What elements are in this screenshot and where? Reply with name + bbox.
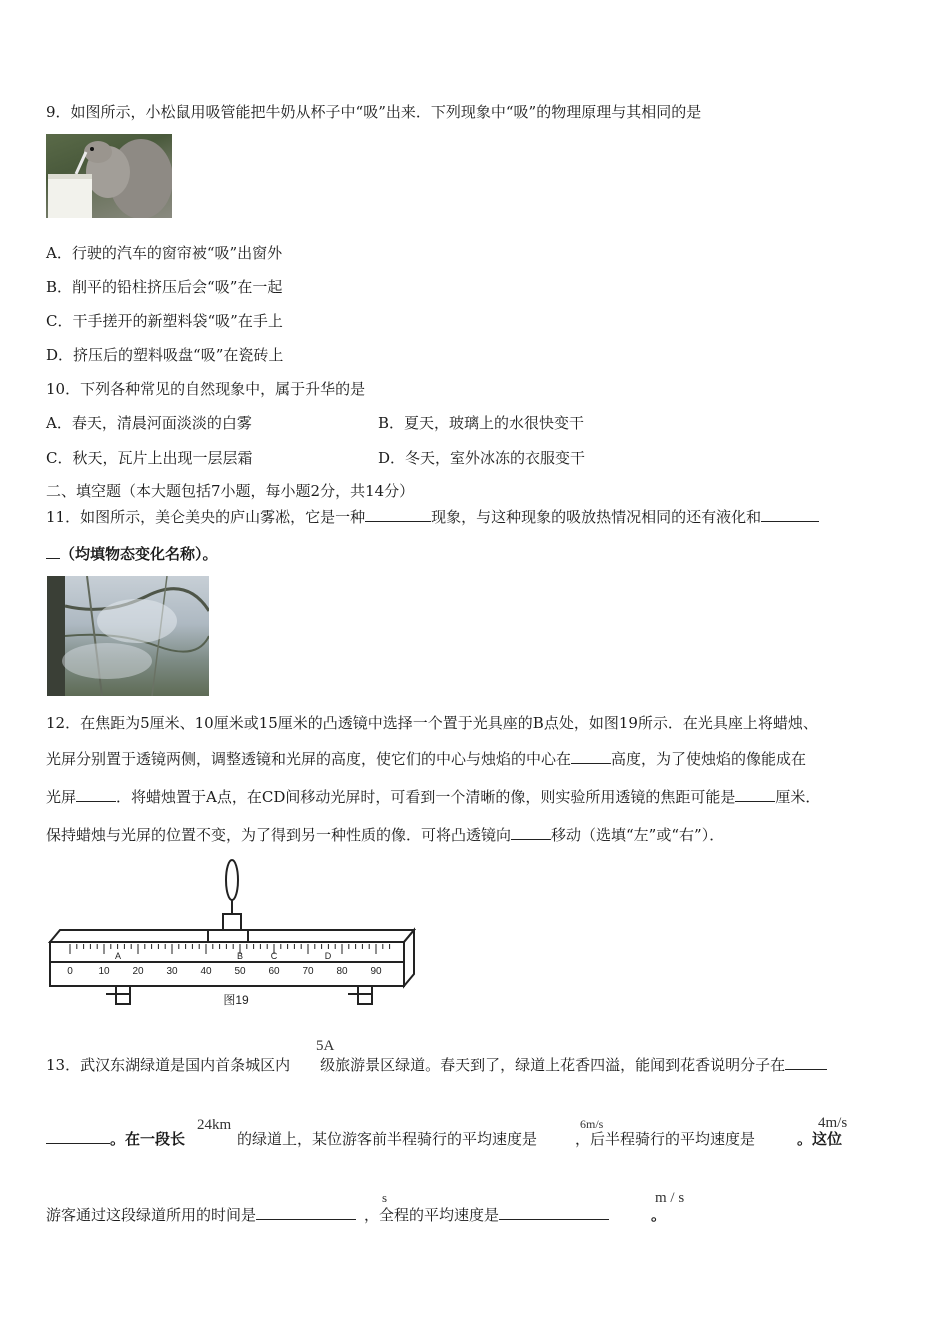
q13-sup-ms: m / s — [655, 1190, 685, 1206]
lens-icon — [226, 860, 238, 900]
q13-blank-3 — [499, 1204, 609, 1220]
scale-label-0: 0 — [67, 966, 73, 977]
q12-text-3c: 厘米． — [775, 788, 821, 806]
scale-label-30: 30 — [166, 966, 178, 977]
q10-option-a: A．春天，清晨河面淡淡的白雾 — [46, 414, 252, 432]
q13-line-1 — [46, 1054, 827, 1076]
q13-sup-4ms: 4m/s — [818, 1115, 848, 1131]
lens-holder — [223, 914, 241, 930]
scale-label-50: 50 — [234, 966, 246, 977]
q11-line-2 — [46, 543, 218, 565]
scale-label-90: 90 — [370, 966, 382, 977]
q11-line-1 — [46, 506, 819, 528]
q12-text-4a: 保持蜡烛与光屏的位置不变，为了得到另一种性质的像．可将凸透镜向 — [46, 826, 512, 844]
q12-line-1: 12．在焦距为5厘米、10厘米或15厘米的凸透镜中选择一个置于光具座的B点处，如图19所示．在光具座上将蜡烛、 — [46, 714, 818, 732]
scale-label-60: 60 — [268, 966, 280, 977]
q13-text-2d: 。这位 — [797, 1130, 843, 1148]
squirrel-image — [46, 134, 172, 218]
q13-sup-24km: 24km — [197, 1117, 232, 1133]
point-label-a: A — [114, 951, 122, 961]
q12-blank-4 — [511, 824, 551, 840]
q13-blank-1b — [46, 1128, 110, 1144]
q13-text-2c: ，后半程骑行的平均速度是 — [575, 1130, 756, 1148]
q11-blank-2b — [46, 543, 60, 559]
q9-option-b: B．削平的铅柱挤压后会“吸”在一起 — [46, 278, 283, 296]
q11-text-2: 现象，与这种现象的吸放热情况相同的还有液化和 — [431, 508, 762, 526]
q12-text-3a: 光屏 — [46, 788, 77, 806]
q12-text-3b: ．将蜡烛置于A点，在CD间移动光屏时，可看到一个清晰的像，则实验所用透镜的焦距可能是 — [116, 788, 736, 806]
q13-text-3c: 。 — [651, 1206, 667, 1224]
q11-blank-2a — [761, 506, 819, 522]
q13-text-1b: 级旅游景区绿道。春天到了，绿道上花香四溢，能闻到花香说明分子在 — [320, 1056, 786, 1074]
section-heading: 二、填空题（本大题包括7小题，每小题2分，共14分） — [46, 482, 415, 500]
optical-bench-figure — [46, 858, 422, 1018]
scale-label-10: 10 — [98, 966, 110, 977]
q12-line-2 — [46, 748, 806, 770]
q12-line-3 — [46, 786, 820, 808]
q12-text-2b: 高度，为了使烛焰的像能成在 — [611, 750, 807, 768]
q11-text-1: 11．如图所示，美仑美央的庐山雾凇，它是一种 — [46, 508, 366, 526]
point-label-c: C — [270, 951, 278, 961]
q12-text-4b: 移动（选填“左”或“右”）． — [551, 826, 725, 844]
q10-stem: 10．下列各种常见的自然现象中，属于升华的是 — [46, 380, 366, 398]
rime-photo — [47, 576, 209, 696]
q12-line-4 — [46, 824, 724, 846]
q13-line-2 — [46, 1128, 842, 1150]
scale-label-20: 20 — [132, 966, 144, 977]
q12-text-2a: 光屏分别置于透镜两侧，调整透镜和光屏的高度，使它们的中心与烛焰的中心在 — [46, 750, 572, 768]
q10-option-d: D．冬天，室外冰冻的衣服变干 — [378, 449, 586, 467]
q11-text-3: （均填物态变化名称）。 — [60, 545, 218, 563]
q12-blank-1 — [571, 748, 611, 764]
scale-label-40: 40 — [200, 966, 212, 977]
q13-text-2a: 。在一段长 — [110, 1130, 186, 1148]
q13-sup-5a: 5A — [316, 1038, 335, 1054]
q13-sup-s: s — [382, 1190, 388, 1205]
q9-option-a: A．行驶的汽车的窗帘被“吸”出窗外 — [46, 244, 283, 262]
q13-text-3b: ，全程的平均速度是 — [364, 1206, 500, 1224]
q13-text-2b: 的绿道上，某位游客前半程骑行的平均速度是 — [237, 1130, 538, 1148]
figure-caption: 图19 — [223, 993, 249, 1007]
q12-blank-3 — [735, 786, 775, 802]
q13-line-3 — [46, 1204, 666, 1226]
q13-text-3a: 游客通过这段绿道所用的时间是 — [46, 1206, 257, 1224]
scale-label-80: 80 — [336, 966, 348, 977]
q13-blank-2 — [256, 1204, 356, 1220]
q9-option-c: C．干手搓开的新塑料袋“吸”在手上 — [46, 312, 283, 330]
scale-label-70: 70 — [302, 966, 314, 977]
q10-option-c: C．秋天，瓦片上出现一层层霜 — [46, 449, 253, 467]
q13-sup-6ms: 6m/s — [580, 1117, 604, 1131]
q10-option-b: B．夏天，玻璃上的水很快变干 — [378, 414, 585, 432]
q9-stem: 9．如图所示，小松鼠用吸管能把牛奶从杯子中“吸”出来．下列现象中“吸”的物理原理与其相同的是 — [46, 103, 702, 121]
q13-text-1a: 13．武汉东湖绿道是国内首条城区内 — [46, 1056, 291, 1074]
point-label-d: D — [324, 951, 332, 961]
q13-blank-1a — [785, 1054, 827, 1070]
point-label-b: B — [236, 951, 244, 961]
q9-option-d: D．挤压后的塑料吸盘“吸”在瓷砖上 — [46, 346, 284, 364]
q11-blank-1 — [365, 506, 431, 522]
q12-blank-2 — [76, 786, 116, 802]
